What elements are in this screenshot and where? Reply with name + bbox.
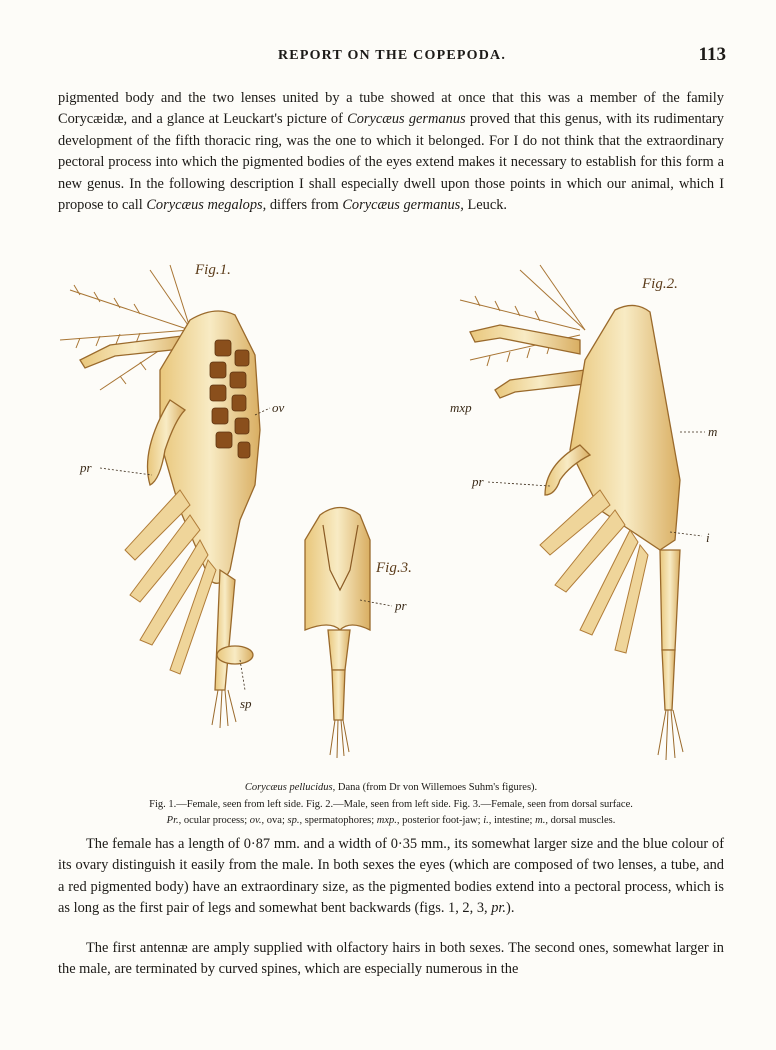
abbr-pr: Pr., [166, 815, 182, 826]
fig2-abdomen-1 [660, 550, 680, 650]
p2-end: ). [506, 900, 515, 917]
fig2-i-label: i [706, 530, 710, 545]
copepod-illustrations [40, 250, 740, 780]
fig2-maxilliped [495, 370, 585, 398]
p1-species-3: Corycæus germanus, [342, 197, 464, 214]
fig1-pr-label: pr [80, 460, 92, 475]
figure-1-female-side [60, 265, 270, 728]
fig1-spermatophore [217, 646, 253, 664]
caption-species-line [58, 780, 724, 796]
paragraph-antennae: The first antennæ are amply supplied with olfactory hairs in both sexes. The second ones, somewhat larger in the male, are terminated by curved spines, which are especially numerous in the [58, 940, 724, 978]
caption-species-source: Dana (from Dr von Willemoes Suhm's figures). [335, 782, 538, 793]
p2-text: The female has a length of 0·87 mm. and a width of 0·35 mm., its somewhat larger size and the blue colour of its ovary distinguish it easily from the male. In both sexes the eyes (which are composed of two lenses, a tube, and a red pigmented body) have an extraordinary size, as the pigmented bodies extend into a pectoral process, which is as long as the first pair of legs and somewhat bent backwards (figs. 1, 2, 3, [58, 836, 724, 917]
fig2-abdomen-2 [662, 650, 675, 710]
abbr-sp-desc: spermatophores; [302, 815, 377, 826]
fig1-label: Fig.1. [195, 262, 231, 278]
fig3-furca-base [332, 670, 345, 720]
fig2-pr-label: pr [472, 474, 484, 489]
fig3-pr-label: pr [395, 598, 407, 613]
figure-plate [40, 250, 740, 780]
fig3-abdomen [328, 630, 350, 670]
abbr-sp: sp., [287, 815, 303, 826]
abbr-i: i., [483, 815, 492, 826]
fig1-ov-label: ov [272, 400, 285, 415]
abbr-i-desc: intestine; [491, 815, 536, 826]
p1-species-1: Corycæus germanus [347, 111, 466, 128]
fig2-m-label: m [708, 424, 718, 439]
p1-text-1: pigmented body and the two lenses united by a tube showed at once that this was a member of the family Corycæidæ, and a glance at Leuckart's picture of [58, 90, 724, 128]
p1-text-2: proved that this genus, with its rudimentary development of the fifth thoracic ring, was the one to which it belonged. For I do not think that the extraordinary pectoral process into which the pigmented bodies of the eyes extend makes it necessary to establish for this form a new genus. In the following description I shall especially dwell upon those points in which our animal, which I propose to call [58, 111, 725, 214]
fig2-mxp-label: mxp [450, 400, 472, 415]
caption-species-name: Corycæus pellucidus, [244, 782, 336, 793]
abbr-mxp: mxp., [376, 815, 400, 826]
p1-text-4: Leuck. [463, 197, 508, 214]
figure-3-female-dorsal [305, 508, 392, 759]
abbr-m: m., [535, 815, 548, 826]
paragraph-female-description [58, 834, 724, 920]
fig2-label: Fig.2. [642, 276, 678, 292]
fig1-furca [212, 690, 236, 728]
p1-species-2: Corycæus megalops, [146, 197, 267, 214]
paragraph-intro [58, 88, 724, 216]
figure-2-male-side [460, 265, 705, 760]
running-title: REPORT ON THE COPEPODA. [277, 48, 507, 63]
fig3-cephalothorax [305, 508, 370, 631]
abbr-pr-desc: ocular process; [181, 815, 250, 826]
page-header [58, 44, 726, 68]
fig1-sp-label: sp [240, 696, 252, 711]
caption-figures-line: Fig. 1.—Female, seen from left side. Fig. 2.—Male, seen from left side. Fig. 3.—Female, seen from dorsal surface. [149, 799, 633, 810]
p1-text-3: differs from [266, 197, 343, 214]
p2-italic: pr. [491, 900, 507, 917]
abbr-ov-desc: ova; [264, 815, 288, 826]
page-number: 113 [698, 44, 726, 65]
abbr-mxp-desc: posterior foot-jaw; [399, 815, 484, 826]
caption-abbreviations-line [58, 813, 724, 829]
fig1-abdomen [215, 570, 235, 690]
fig3-label: Fig.3. [376, 560, 412, 576]
fig2-leg-arm-1 [470, 325, 580, 354]
abbr-ov: ov., [249, 815, 265, 826]
abbr-m-desc: dorsal muscles. [547, 815, 616, 826]
